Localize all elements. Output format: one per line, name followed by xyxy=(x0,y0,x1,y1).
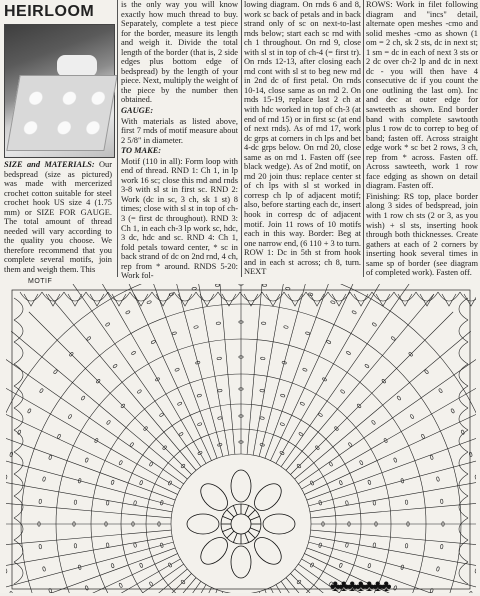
paragraph: ROWS: Work in filet following diagram and "incs" detail, alternate open meshes -cmo and solid meshes -cmo as shown (1 om = 2 ch, sk 2 sts, dc in next st; 1 sm = dc in each of next 3 sts or 2 dc over ch-2 lp and dc in next dc - you will then have 4 consecutive dc if you count the one outlining the last om). Inc and dec at outer edge for sawteeth as shown. End border band with complete sawtooth plus 1 row dc to correp to beg of band; fasten off. Across straight edge work * sc bet 2 rows, 3 ch, rep from * across. Fasten off. Across sawteeth, work 1 row face edging as shown on detail diagram. Fasten off. xyxy=(366,0,478,191)
stitch-symbols: ♣♣♣♣♣♣♣ xyxy=(330,578,390,596)
paragraph: is the only way you will know exactly how much thread to buy. Separately, complete a test piece for the border, measure its length and weigh it. Divide the total length of the border (that is, 2 side edges plus bottom edge of bedspread) by the length of your piece. Next, multiply the weight of the piece by the number then obtained. xyxy=(121,0,238,105)
center-flower xyxy=(187,470,295,578)
column-1 xyxy=(4,160,112,276)
motif-label: MOTIF xyxy=(28,278,52,285)
paragraph: Finishing: RS top, place border along 3 sides of bedspread, join with 1 row ch sts (2 or 3, as you wish) + sl sts, inserting hook through both thicknesses. Create gathers at each of 2 corners by inserting hook several times in same sp of border (see diagram of completed work). Fasten off. xyxy=(366,192,478,278)
column-3 xyxy=(244,0,361,278)
column-divider xyxy=(241,0,242,277)
page-title: HEIRLOOM xyxy=(4,3,94,21)
bedspread-photo xyxy=(4,24,115,158)
paragraph: lowing diagram. On rnds 6 and 8, work sc back of petals and in back strand only of sc on next-to-last rnds below; start each sc rnd with ch 1 throughout. On rnd 9, close with sl st in top of ch-4 (= first tr). On rnds 12-13, after closing each rnd cont with sl st to beg new rnd in 2nd dc of first petal. On rnds 10-14, close same as on rnd 2. On rnds 15-19, replace last 2 ch at with hdc worked in top of ch-3 (at end of rnd 15) or in first sc (at end of next rnds). As of rnd 17, work dc grps at corners in ch lps and bet 4-dc grps below. On rnd 20, close same as on rnd 1. Fasten off (see black wedge). As of 2nd motif, on rnd 20 join thus: replace center st of ch lps with sl st worked in corresp ch lp of adjacent motif; also, before starting each dc, insert hook in corresp dc of adjacent motif. Join 11 rows of 10 motifs each in this way. Border: Beg at one narrow end, (6 110 + 3 to turn. ROW 1: Dc in 5th st from hook and in each st across; ch 8, turn. NEXT xyxy=(244,0,361,277)
photo-spread xyxy=(6,75,117,151)
column-divider xyxy=(363,0,364,277)
column-4 xyxy=(366,0,478,279)
column-divider xyxy=(117,0,118,277)
paragraph: With materials as listed above, first 7 rnds of motif measure about 2 5/8" in diameter. xyxy=(121,117,238,146)
section-heading: SIZE and MATERIALS: xyxy=(4,160,95,169)
photo-pillow xyxy=(57,55,97,77)
paragraph: Motif (110 in all): Form loop with end of thread. RND 1: Ch 1, in lp work 16 sc; close this rnd and rnds 3-8 with sl st in first sc. RND 2: Work (dc in sc, 3 ch, sk 1 st) 8 times; close with sl st in top of ch-3 (= first dc throughout). RND 3: Ch 1, in each ch-3 lp work sc, hdc, 3 dc, hdc and sc. RND 4: Ch 1, fold petals toward center, * sc in back strand of dc on 2nd rnd, 4 ch, rep from * around. RNDS 5-20: Work fol- xyxy=(121,157,238,281)
section-heading: TO MAKE: xyxy=(121,146,238,156)
column-2 xyxy=(121,0,238,282)
section-heading: GAUGE: xyxy=(121,106,238,116)
motif-crochet-diagram xyxy=(6,284,476,593)
paragraph-text: Our bedspread (size as pictured) was made with mercerized crochet cotton suitable for steel crochet hook US size 4 (1.75 mm) or SIZE FOR GAUGE. The total amount of thread needed will vary according to the quality you choose. We therefore recommend that you complete several motifs, join them and weigh them. This xyxy=(4,160,112,274)
paragraph xyxy=(4,160,112,275)
